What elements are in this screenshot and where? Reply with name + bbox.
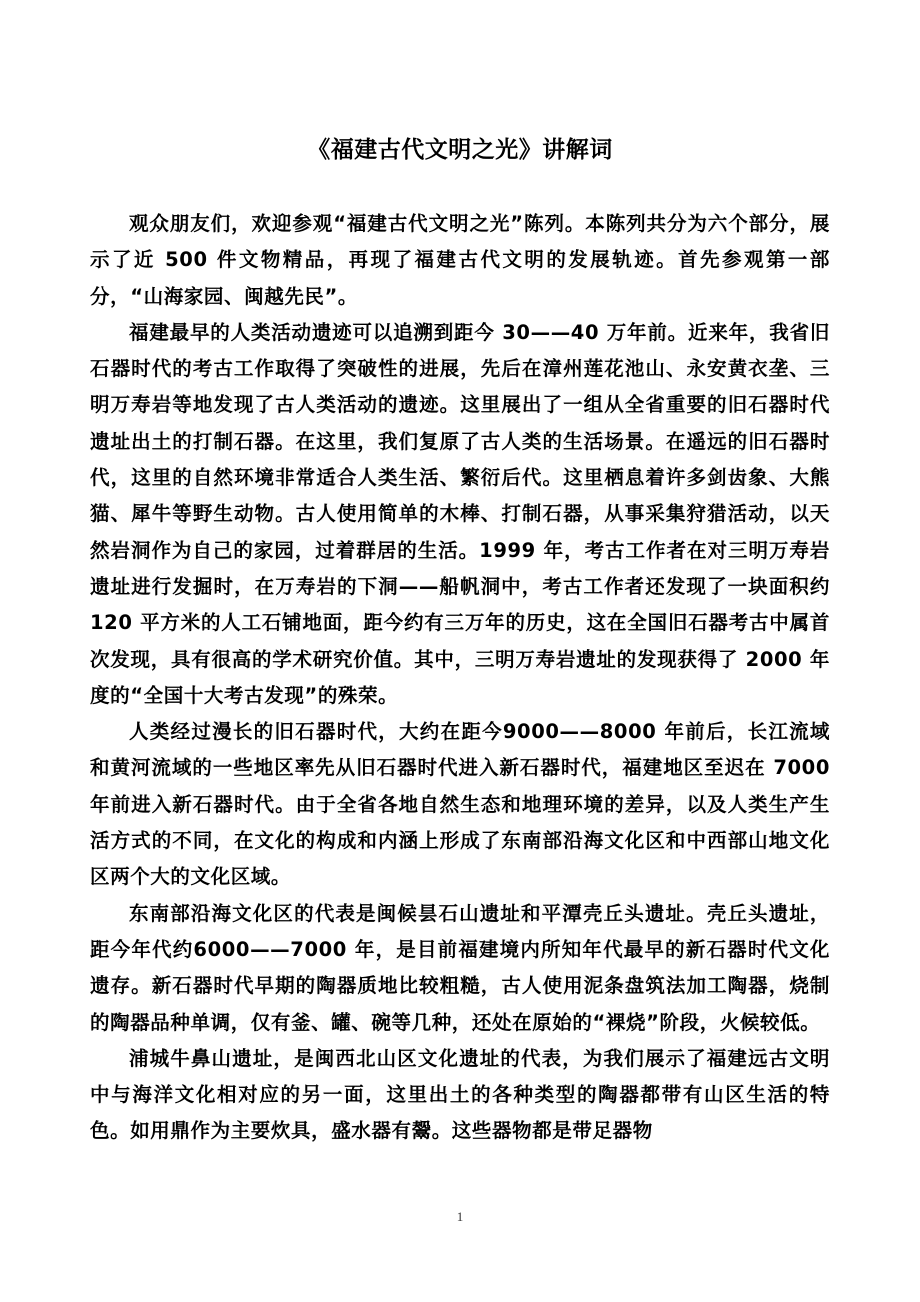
document-title: 《福建古代文明之光》讲解词 [307, 137, 613, 163]
paragraph-paleolithic: 福建最早的人类活动遗迹可以追溯到距今 30——40 万年前。近来年，我省旧石器时代的考古工作取得了突破性的进展，先后在漳州莲花池山、永安黄衣垄、三明万寿岩等地发现了古人类活动的遗迹。这里展出了一组从全省重要的旧石器时代遗址出土的打制石器。在这里，我们复原了古人类的生活场景。在遥远的旧石器时代，这里的自然环境非常适合人类生活、繁衍后代。这里栖息着许多剑齿象、大熊猫、犀牛等野生动物。古人使用简单的木棒、打制石器，从事采集狩猎活动，以天然岩洞作为自己的家园，过着群居的生活。1999 年，考古工作者在对三明万寿岩遗址进行发掘时，在万寿岩的下洞——船帆洞中，考古工作者还发现了一块面积约 120 平方米的人工石铺地面，距今约有三万年的历史，这在全国旧石器考古中属首次发现，具有很高的学术研究价值。其中，三明万寿岩遗址的发现获得了 2000 年度的“全国十大考古发现”的殊荣。 [90, 320, 830, 707]
paragraph-mountain-culture: 浦城牛鼻山遗址，是闽西北山区文化遗址的代表，为我们展示了福建远古文明中与海洋文化相对应的另一面，这里出土的各种类型的陶器都带有山区生活的特色。如用鼎作为主要炊具，盛水器有鬶。这些器物都是带足器物 [90, 1046, 830, 1143]
document-body [90, 206, 830, 1150]
paragraph-neolithic: 人类经过漫长的旧石器时代，大约在距今9000——8000 年前后，长江流域和黄河流域的一些地区率先从旧石器时代进入新石器时代，福建地区至迟在 7000 年前进入新石器时代。由于全省各地自然生态和地理环境的差异，以及人类生产生活方式的不同，在文化的构成和内涵上形成了东南部沿海文化区和中西部山地文化区两个大的文化区域。 [90, 720, 830, 889]
page-number: 1 [456, 1209, 464, 1224]
paragraph-intro: 观众朋友们，欢迎参观“福建古代文明之光”陈列。本陈列共分为六个部分，展示了近 500 件文物精品，再现了福建古代文明的发展轨迹。首先参观第一部分，“山海家园、闽越先民”。 [90, 212, 830, 308]
paragraph-coastal-culture: 东南部沿海文化区的代表是闽候昙石山遗址和平潭壳丘头遗址。壳丘头遗址，距今年代约6000——7000 年，是目前福建境内所知年代最早的新石器时代文化遗存。新石器时代早期的陶器质地比较粗糙，古人使用泥条盘筑法加工陶器，烧制的陶器品种单调，仅有釜、罐、碗等几种，还处在原始的“裸烧”阶段，火候较低。 [90, 901, 830, 1034]
